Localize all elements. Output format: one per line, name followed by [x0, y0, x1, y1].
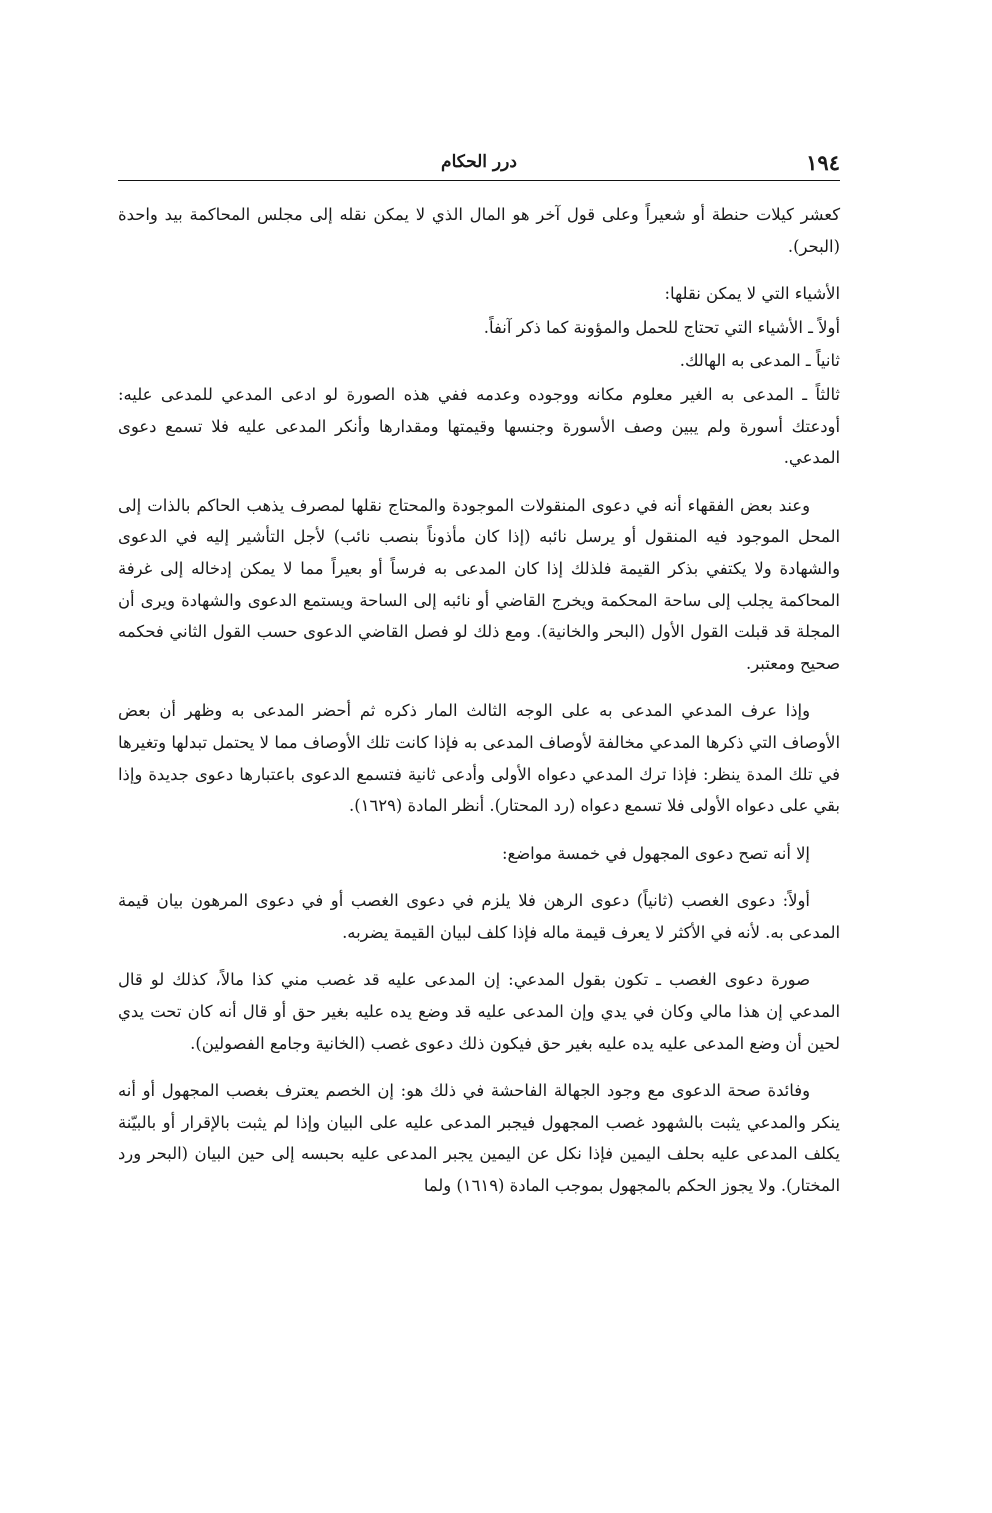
list-item: أولاً ـ الأشياء التي تحتاج للحمل والمؤونة كما ذكر آنفاً. — [483, 317, 840, 337]
list-item: ثالثاً ـ المدعى به الغير معلوم مكانه ووجوده وعدمه ففي هذه الصورة لو ادعى المدعي للمدعى عليه: أودعتك أسورة ولم يبين وصف الأسورة وجنسها وقيمتها ومقدارها وأنكر المدعى عليه فلا تسمع دعوى المدعي. — [118, 384, 840, 468]
paragraph: صورة دعوى الغصب ـ تكون بقول المدعي: إن المدعى عليه قد غصب مني كذا مالاً، كذلك لو قال المدعي إن هذا مالي وكان في يدي وإن المدعى عليه قد وضع يده عليه بغير حق أو قال أنه كان تحت يدي لحين أن وضع المدعى عليه يده عليه بغير حق فيكون ذلك دعوى غصب (الخانية وجامع الفصولين). — [118, 970, 840, 1053]
paragraph: كعشر كيلات حنطة أو شعيراً وعلى قول آخر هو المال الذي لا يمكن نقله إلى مجلس المحاكمة بيد واحدة (البحر). — [118, 205, 840, 256]
page-body — [118, 181, 840, 1202]
running-title: درر الحكام — [441, 152, 517, 172]
page-number: ١٩٤ — [806, 150, 840, 175]
paragraph: إلا أنه تصح دعوى المجهول في خمسة مواضع: — [501, 843, 810, 863]
paragraph: وعند بعض الفقهاء أنه في دعوى المنقولات الموجودة والمحتاج نقلها لمصرف يذهب الحاكم بالذات إلى المحل الموجود فيه المنقول أو يرسل نائبه (إذا كان مأذوناً بنصب نائب) لأجل التأشير إليه في الدعوى والشهادة ولا يكتفي بذكر القيمة فلذلك إذا كان المدعى به فرساً أو بعيراً مما لا يمكن إدخاله إلى غرفة المحاكمة يجلب إلى ساحة المحكمة ويخرج القاضي أو نائبه إلى الساحة ويستمع الدعوى والشهادة ويرى أن المجلة قد قبلت القول الأول (البحر والخانية). ومع ذلك لو فصل القاضي الدعوى حسب القول الثاني فحكمه صحيح ومعتبر. — [118, 495, 840, 673]
list-item: ثانياً ـ المدعى به الهالك. — [679, 351, 840, 371]
list-heading: الأشياء التي لا يمكن نقلها: — [664, 284, 840, 304]
document-page — [118, 148, 840, 1218]
paragraph: وإذا عرف المدعي المدعى به على الوجه الثالث المار ذكره ثم أحضر المدعى به وظهر أن بعض الأوصاف التي ذكرها المدعي مخالفة لأوصاف المدعى به فإذا كانت تلك الأوصاف مما لا يحتمل تبدلها وتغيرها في تلك المدة ينظر: فإذا ترك المدعي دعواه الأولى وأدعى ثانية فتسمع الدعوى باعتبارها دعوى جديدة وإذا بقي على دعواه الأولى فلا تسمع دعواه (رد المحتار). أنظر المادة (١٦٢٩). — [118, 701, 840, 816]
paragraph: وفائدة صحة الدعوى مع وجود الجهالة الفاحشة في ذلك هو: إن الخصم يعترف بغصب المجهول أو أنه ينكر والمدعي يثبت بالشهود غصب المجهول فيجبر المدعى عليه على البيان وإذا لم يثبت بالإقرار أو بالبيّنة يكلف المدعى عليه بحلف اليمين فإذا نكل عن اليمين يجبر المدعى عليه بحبسه إلى حين البيان (البحر ورد المختار). ولا يجوز الحكم بالمجهول بموجب المادة (١٦١٩) ولما — [118, 1081, 840, 1196]
paragraph: أولاً: دعوى الغصب (ثانياً) دعوى الرهن فلا يلزم في دعوى الغصب أو في دعوى المرهون بيان قيمة المدعى به. لأنه في الأكثر لا يعرف قيمة ماله فإذا كلف لبيان القيمة يضربه. — [118, 891, 840, 942]
page-header — [118, 148, 840, 181]
